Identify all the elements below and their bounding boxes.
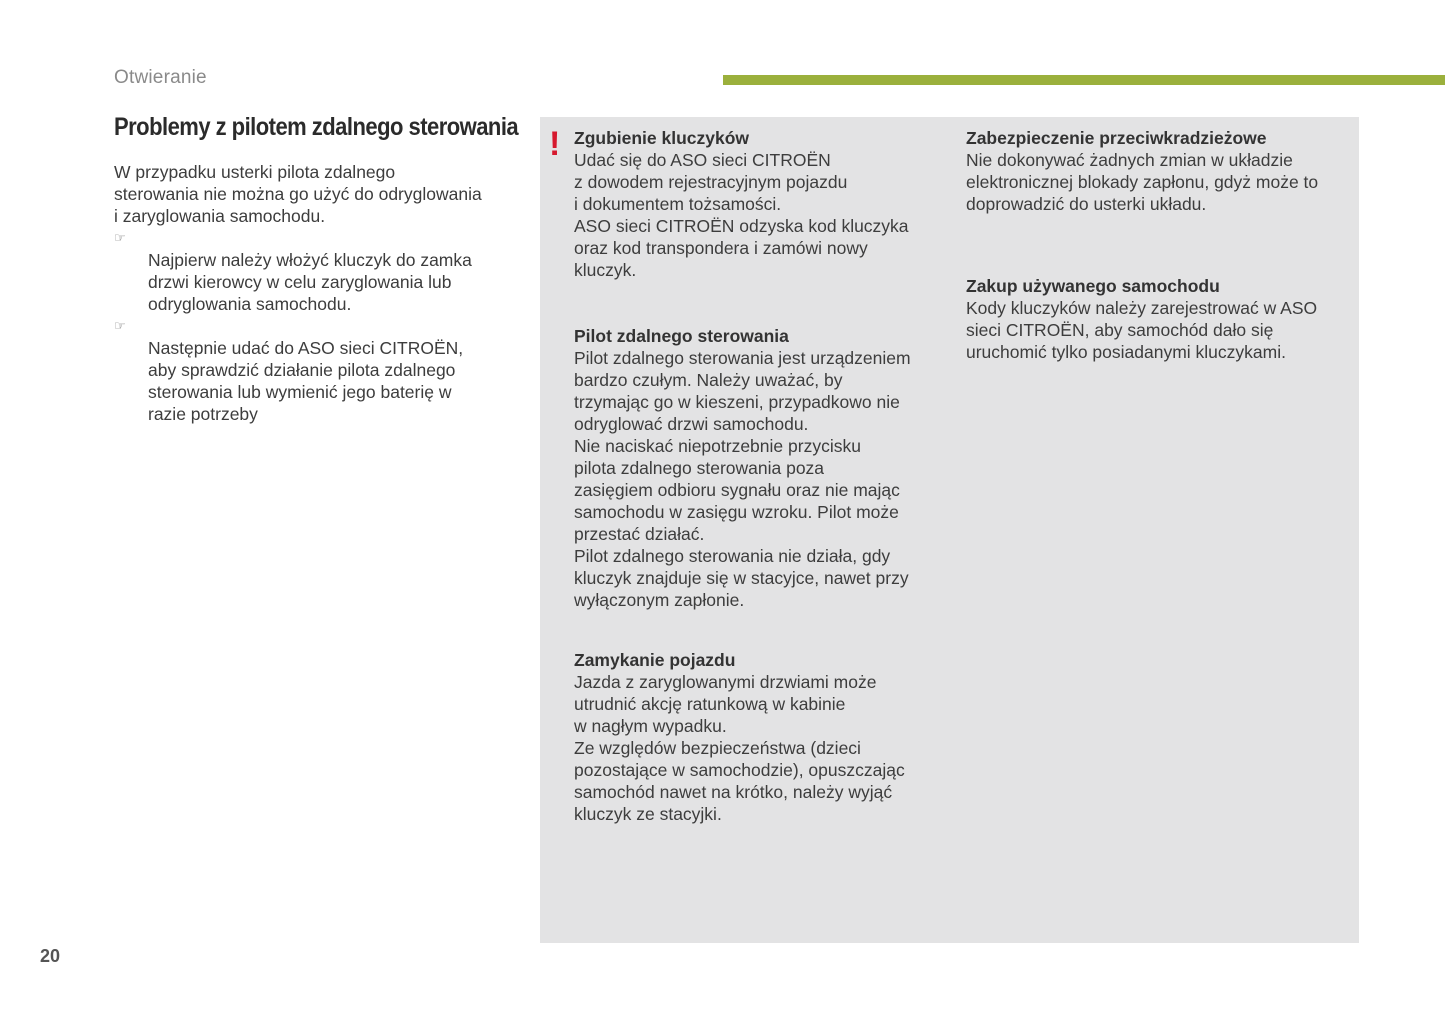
block-body: Nie dokonywać żadnych zmian w układzie elektronicznej blokady zapłonu, gdyż może to doprowadzić do usterki układu. (966, 150, 1319, 214)
block-title: Pilot zdalnego sterowania (574, 326, 789, 346)
block-title: Zabezpieczenie przeciwkradzieżowe (966, 128, 1267, 148)
warning-column-1 (574, 127, 944, 825)
warning-block-remote-control (574, 325, 944, 611)
block-title: Zgubienie kluczyków (574, 128, 750, 148)
warning-block-used-car (966, 275, 1351, 363)
bullet-item (114, 227, 514, 315)
block-body: Jazda z zaryglowanymi drzwiami może utrudnić akcję ratunkową w kabinie w nagłym wypadku. Ze względów bezpieczeństwa (dzieci pozostające w samochodzie), opuszczając samochód nawet na krótko, należy wyjąć kluczyk ze stacyjki. (574, 672, 905, 824)
warning-block-antitheft (966, 127, 1351, 215)
exclamation-icon: ! (549, 125, 561, 163)
page-title: Problemy z pilotem zdalnego sterowania (114, 113, 519, 141)
block-title: Zamykanie pojazdu (574, 650, 736, 670)
intro-text: W przypadku usterki pilota zdalnego sterowania nie można go użyć do odryglowania i zaryglowania samochodu. (114, 162, 482, 226)
bullet-text: Najpierw należy włożyć kluczyk do zamka drzwi kierowcy w celu zaryglowania lub odryglowania samochodu. (148, 250, 472, 314)
block-body: Pilot zdalnego sterowania jest urządzeniem bardzo czułym. Należy uważać, by trzymając go w kieszeni, przypadkowo nie odryglować drzwi samochodu. Nie naciskać niepotrzebnie przycisku pilota zdalnego sterowania poza zasięgiem odbioru sygnału oraz nie mając samochodu w zasięgu wzroku. Pilot może przestać działać. Pilot zdalnego sterowania nie działa, gdy kluczyk znajduje się w stacyjce, nawet przy wyłączonym zapłonie. (574, 348, 911, 610)
bullet-item (114, 315, 514, 425)
block-body: Kody kluczyków należy zarejestrować w ASO sieci CITROËN, aby samochód dało się uruchomić tylko posiadanymi kluczykami. (966, 298, 1318, 362)
header-accent-bar (723, 75, 1445, 85)
block-body: Udać się do ASO sieci CITROËN z dowodem rejestracyjnym pojazdu i dokumentem tożsamości. ASO sieci CITROËN odzyska kod kluczyka oraz kod transpondera i zamówi nowy kluczyk. (574, 150, 909, 280)
pointing-hand-icon: ☞ (114, 318, 126, 333)
intro-section (114, 161, 514, 425)
page-number: 20 (40, 946, 61, 966)
pointing-hand-icon: ☞ (114, 230, 126, 245)
block-title: Zakup używanego samochodu (966, 276, 1220, 296)
warning-column-2 (966, 127, 1351, 363)
warning-block-lost-keys (574, 127, 944, 281)
warning-block-locking (574, 649, 944, 825)
section-header: Otwieranie (114, 67, 207, 88)
bullet-text: Następnie udać do ASO sieci CITROËN, aby sprawdzić działanie pilota zdalnego sterowania lub wymienić jego baterię w razie potrzeby (148, 338, 464, 424)
